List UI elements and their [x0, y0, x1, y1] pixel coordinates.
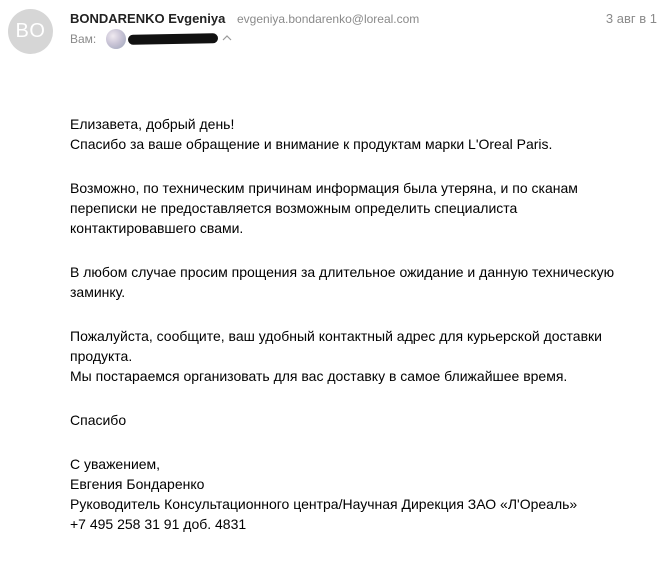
signature-regards: С уважением,	[70, 456, 161, 472]
signature-title: Руководитель Консультационного центра/Научная Дирекция ЗАО «Л'Ореаль»	[70, 496, 578, 512]
paragraph-line: Пожалуйста, сообщите, ваш удобный контактный адрес для курьерской доставки	[70, 328, 602, 344]
message-date: 3 авг в 1	[605, 11, 657, 26]
thanks-line: Спасибо за ваше обращение и внимание к продуктам марки L'Oreal Paris.	[70, 136, 553, 152]
paragraph-line: переписки не предоставляется возможным определить специалиста	[70, 200, 518, 216]
paragraph-line: В любом случае просим прощения за длительное ожидание и данную техническую	[70, 264, 615, 280]
paragraph-line: продукта.	[70, 348, 133, 364]
sender-avatar-initials: BO	[15, 20, 46, 42]
paragraph-line: заминку.	[70, 284, 126, 300]
closing-line: Спасибо	[70, 412, 127, 428]
signature-phone[interactable]: +7 495 258 31 91 доб. 4831	[70, 516, 247, 532]
recipient-avatar[interactable]	[106, 29, 126, 49]
recipient-label: Вам:	[70, 32, 97, 46]
signature-name: Евгения Бондаренко	[70, 476, 205, 492]
sender-avatar[interactable]	[8, 9, 53, 54]
paragraph-gap	[70, 238, 660, 262]
message-body	[70, 114, 660, 534]
paragraph-gap	[70, 430, 660, 454]
paragraph-line: Мы постараемся организовать для вас доставку в самое ближайшее время.	[70, 368, 568, 384]
paragraph-gap	[70, 302, 660, 326]
recipient-redacted-address	[128, 33, 218, 45]
greeting-line: Елизавета, добрый день!	[70, 116, 235, 132]
sender-name[interactable]: BONDARENKO Evgeniya	[70, 11, 226, 26]
paragraph-line: Возможно, по техническим причинам информация была утеряна, и по сканам	[70, 180, 578, 196]
paragraph-gap	[70, 386, 660, 410]
chevron-up-icon[interactable]	[222, 33, 232, 43]
sender-email[interactable]: evgeniya.bondarenko@loreal.com	[237, 12, 420, 26]
paragraph-line: контактировавшего свами.	[70, 220, 244, 236]
paragraph-gap	[70, 154, 660, 178]
